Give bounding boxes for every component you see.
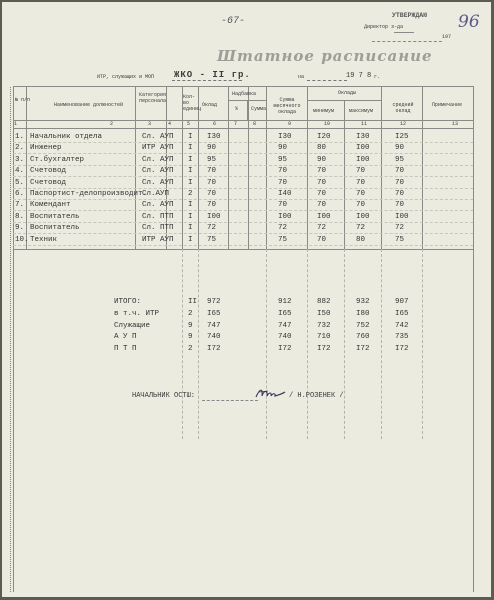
salary-max: 70 (356, 167, 366, 176)
total-min: 732 (317, 321, 331, 330)
position-name: Счетовод (30, 178, 67, 187)
column-number: 10 (324, 121, 331, 127)
row-number: 2. (15, 144, 25, 153)
total-max: 932 (356, 298, 370, 306)
staff-category: Сл. АУП (142, 178, 174, 187)
monthly-sum: 95 (278, 155, 288, 164)
unit-qty: I (188, 224, 193, 233)
column-number: 8 (253, 121, 257, 127)
position-name: Паспортист-делопроизводит. (30, 190, 148, 198)
col-header-salary: Оклад (202, 102, 218, 108)
col-header-percent: % (235, 106, 239, 112)
total-avg: 742 (395, 321, 409, 330)
salary-min: 70 (317, 167, 327, 176)
total-label: ИТОГО: (114, 298, 142, 306)
salary-max: I30 (356, 133, 370, 141)
total-avg: I65 (395, 309, 409, 318)
staff-category: Сл. АУП (142, 201, 174, 210)
staff-category: Сл. ПТП (142, 224, 174, 233)
total-label: А У П (114, 333, 137, 342)
salary: 95 (207, 155, 217, 164)
total-qty: 9 (188, 321, 193, 330)
column-number: 13 (452, 121, 459, 127)
total-max: I72 (356, 345, 370, 354)
unit-qty: I (188, 212, 193, 221)
subtitle-on: на (298, 74, 305, 80)
total-max: 752 (356, 321, 370, 330)
col-header-number: № п/п (15, 97, 31, 103)
total-sum: I72 (278, 345, 292, 354)
monthly-sum: 75 (278, 235, 288, 244)
salary-max: I00 (356, 155, 370, 164)
column-number: 12 (400, 121, 407, 127)
approval-year-line: 197 (442, 34, 452, 40)
page-number: -67- (221, 16, 246, 27)
salary-min: 70 (317, 178, 327, 187)
col-header-sum: Сумма (251, 106, 267, 112)
monthly-sum: I30 (278, 133, 292, 141)
monthly-sum: 90 (278, 144, 288, 153)
total-min: 710 (317, 333, 331, 342)
unit-qty: I (188, 133, 193, 141)
position-name: Начальник отдела (30, 133, 103, 141)
salary-avg: 70 (395, 201, 405, 210)
salary: I00 (207, 212, 221, 221)
salary-min: 70 (317, 190, 327, 198)
unit-qty: I (188, 235, 193, 244)
folio-mark: 96 (458, 12, 480, 32)
total-sum: 747 (278, 321, 292, 330)
position-name: Инженер (30, 144, 62, 153)
salary-max: 70 (356, 190, 366, 198)
position-name: Воспитатель (30, 224, 80, 233)
total-salary: I65 (207, 309, 221, 318)
unit-qty: I (188, 167, 193, 176)
total-min: I72 (317, 345, 331, 354)
position-name: Техник (30, 235, 58, 244)
col-header-max: максимум (349, 108, 374, 114)
salary-avg: 75 (395, 235, 405, 244)
total-avg: I72 (395, 345, 409, 354)
total-salary: I72 (207, 345, 221, 354)
subtitle-suffix: г. (374, 74, 381, 80)
monthly-sum: 70 (278, 167, 288, 176)
approval-stamp: УТВЕРЖДАЮ (392, 12, 428, 19)
staff-category: Сл. АУП (142, 133, 174, 141)
salary-avg: I25 (395, 133, 409, 141)
column-number: 1 (14, 121, 18, 127)
row-number: 9. (15, 224, 25, 233)
staff-category: Сл. АУП (142, 155, 174, 164)
row-number: 4. (15, 167, 25, 176)
monthly-sum: I00 (278, 212, 292, 221)
position-name: Ст.бухгалтер (30, 155, 85, 164)
salary-max: I00 (356, 144, 370, 153)
column-number: 9 (288, 121, 292, 127)
salary-min: I00 (317, 212, 331, 221)
subtitle-year: 19 7 8 (346, 72, 372, 80)
total-salary: 972 (207, 298, 221, 306)
staff-category: ИТР АУП (142, 235, 174, 244)
row-number: 1. (15, 133, 25, 141)
salary: 75 (207, 235, 217, 244)
column-number: 7 (234, 121, 238, 127)
total-max: I80 (356, 309, 370, 318)
salary: 70 (207, 167, 217, 176)
salary-avg: 70 (395, 167, 405, 176)
salary-min: 70 (317, 201, 327, 210)
total-label: в т.ч. ИТР (114, 309, 160, 318)
total-qty: 2 (188, 345, 193, 354)
col-header-category: Категория персонала (139, 92, 167, 104)
unit-qty: 2 (188, 190, 193, 198)
total-salary: 747 (207, 321, 221, 330)
column-number: 5 (187, 121, 191, 127)
row-number: 3. (15, 155, 25, 164)
total-salary: 740 (207, 333, 221, 342)
document-page (2, 2, 491, 597)
staff-category: ИТР АУП (142, 144, 174, 153)
col-header-qty: Кол-во единиц (183, 94, 202, 112)
salary-avg: 95 (395, 155, 405, 164)
salary-min: 70 (317, 235, 327, 244)
total-label: Служащие (114, 321, 151, 330)
total-sum: I65 (278, 309, 292, 318)
row-number: 7. (15, 201, 25, 210)
total-qty: II (188, 298, 198, 306)
unit-qty: I (188, 201, 193, 210)
column-number: 4 (168, 121, 172, 127)
monthly-sum: 70 (278, 201, 288, 210)
signature-name: / Н.РОЗЕНЕК / (289, 392, 344, 400)
salary-avg: 72 (395, 224, 405, 233)
handwritten-signature (254, 386, 286, 400)
row-number: 6. (15, 190, 25, 198)
approval-director-line: Директор з-да (364, 24, 404, 30)
row-number: 10. (15, 235, 29, 244)
total-avg: 735 (395, 333, 409, 342)
monthly-sum: 70 (278, 178, 288, 187)
total-avg: 907 (395, 298, 409, 306)
monthly-sum: I40 (278, 190, 292, 198)
salary-avg: 70 (395, 178, 405, 187)
row-number: 5. (15, 178, 25, 187)
column-number: 6 (213, 121, 217, 127)
salary-max: 70 (356, 201, 366, 210)
total-sum: 740 (278, 333, 292, 342)
column-number: 2 (110, 121, 114, 127)
position-name: Счетовод (30, 167, 67, 176)
salary-max: I00 (356, 212, 370, 221)
salary-avg: I00 (395, 212, 409, 221)
column-number: 3 (148, 121, 152, 127)
unit-qty: I (188, 155, 193, 164)
subtitle-unit: ЖКО - II гр. (174, 70, 251, 80)
col-header-monthly: Сумма месячного оклада (273, 97, 301, 115)
salary-avg: 70 (395, 190, 405, 198)
col-header-avg: средний оклад (392, 102, 414, 114)
salary-avg: 90 (395, 144, 405, 153)
total-sum: 912 (278, 298, 292, 306)
salary-max: 80 (356, 235, 366, 244)
unit-qty: I (188, 178, 193, 187)
salary: 90 (207, 144, 217, 153)
row-number: 8. (15, 212, 25, 221)
signature-role: НАЧАЛЬНИК ОСТШ: (132, 392, 196, 400)
col-header-notes: Примечание (432, 102, 463, 108)
col-header-range: Оклады (338, 90, 357, 96)
total-label: П Т П (114, 345, 137, 354)
staff-category: Сл. АУП (142, 167, 174, 176)
margin-ruler (10, 87, 11, 592)
monthly-sum: 72 (278, 224, 288, 233)
total-min: I50 (317, 309, 331, 318)
column-number: 11 (361, 121, 368, 127)
subtitle-prefix: ИТР, служащих и МОП (97, 74, 155, 80)
total-qty: 2 (188, 309, 193, 318)
col-header-position: Наименование должностей (54, 102, 124, 108)
salary-min: 72 (317, 224, 327, 233)
salary-min: 90 (317, 155, 327, 164)
total-min: 882 (317, 298, 331, 306)
salary: 72 (207, 224, 217, 233)
total-max: 760 (356, 333, 370, 342)
salary: 70 (207, 201, 217, 210)
salary: I30 (207, 133, 221, 141)
col-header-min: минимум (313, 108, 335, 114)
salary: 70 (207, 190, 217, 198)
staff-category: Сл. ПТП (142, 212, 174, 221)
position-name: Воспитатель (30, 212, 80, 221)
col-header-allowance: Надбавка (232, 91, 257, 97)
total-qty: 9 (188, 333, 193, 342)
salary-min: 80 (317, 144, 327, 153)
document-title: Штатное расписание (217, 47, 433, 65)
salary-max: 70 (356, 178, 366, 187)
staff-category: Сл.АУП (142, 190, 170, 198)
salary: 70 (207, 178, 217, 187)
unit-qty: I (188, 144, 193, 153)
salary-min: I20 (317, 133, 331, 141)
position-name: Комендант (30, 201, 71, 210)
salary-max: 72 (356, 224, 366, 233)
